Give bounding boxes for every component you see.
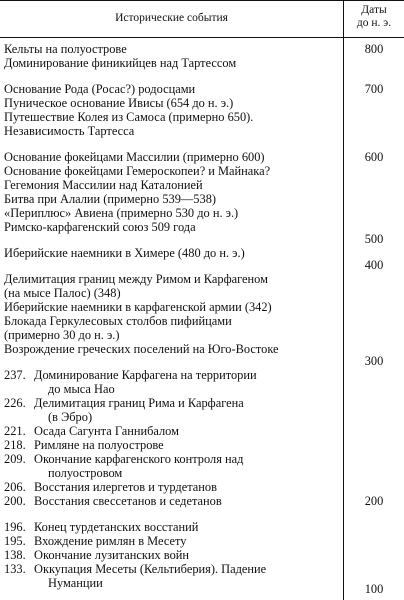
event-year: 196. [4, 520, 26, 534]
date-label: 200 [364, 494, 384, 508]
event-line: Независимость Тартесса [4, 124, 135, 138]
date-label: 700 [364, 82, 384, 96]
event-line: Иберийские наемники в Химере (480 до н. э.) [4, 246, 245, 260]
event-line: Путешествие Колея из Самоса (примерно 650). [4, 110, 254, 124]
event-line: Делимитация границ Рима и Карфагена [34, 396, 244, 410]
event-line: Восстания свессетанов и седетанов [34, 494, 222, 508]
event-line: (примерно 30 до н. э.) [4, 328, 120, 342]
event-line: Основание фокейцами Массилии (примерно 600) [4, 150, 265, 164]
event-year: 221. [4, 424, 26, 438]
event-line: Делимитация границ между Римом и Карфагеном [4, 272, 268, 286]
event-year: 226. [4, 396, 26, 410]
event-line: Доминирование Карфагена на территории [34, 368, 257, 382]
event-year: 218. [4, 438, 26, 452]
event-line: Нуманции [48, 576, 103, 590]
event-line: Окончание лузитанских войн [34, 548, 190, 562]
event-line: Доминирование финикийцев над Тартессом [4, 56, 237, 70]
event-line: «Периплюс» Авиена (примерно 530 до н. э.) [4, 206, 239, 220]
event-line: полуостровом [48, 466, 123, 480]
event-line: Конец турдетанских восстаний [34, 520, 199, 534]
date-label: 800 [364, 42, 384, 56]
event-line: Вхождение римлян в Месету [34, 534, 187, 548]
event-year: 237. [4, 368, 26, 382]
event-year: 206. [4, 480, 26, 494]
event-line: Кельты на полуострове [4, 42, 127, 56]
event-line: Основание Рода (Росас?) родосцами [4, 82, 196, 96]
event-line: Основание фокейцами Гемероскопеи? и Майнака? [4, 164, 271, 178]
event-line: (на мысе Палос) (348) [4, 286, 121, 300]
event-line: Возрождение греческих поселений на Юго-Востоке [4, 342, 279, 356]
date-label: 400 [364, 258, 384, 272]
event-line: Гегемония Массилии над Каталонией [4, 178, 203, 192]
event-line: Окончание карфагенского контроля над [34, 452, 244, 466]
event-year: 200. [4, 494, 26, 508]
event-line: Оккупация Месеты (Кельтиберия). Падение [34, 562, 267, 576]
date-label: 500 [364, 232, 384, 246]
event-line: Битва при Алалии (примерно 539—538) [4, 192, 217, 206]
event-year: 133. [4, 562, 26, 576]
dates-column-header: Даты [361, 4, 387, 16]
event-line: Пуническое основание Ивисы (654 до н. э.) [4, 96, 234, 110]
event-year: 209. [4, 452, 26, 466]
date-label: 300 [364, 354, 384, 368]
dates-column-header-sub: до н. э. [356, 17, 392, 29]
event-line: (в Эбро) [48, 410, 93, 424]
event-line: Римляне на полуострове [34, 438, 164, 452]
date-label: 600 [364, 150, 384, 164]
event-line: Блокада Геркулесовых столбов пифийцами [4, 314, 232, 328]
date-label: 100 [364, 582, 384, 596]
event-year: 195. [4, 534, 26, 548]
event-line: Восстания илергетов и турдетанов [34, 480, 217, 494]
event-line: Осада Сагунта Ганнибалом [34, 424, 179, 438]
event-line: Иберийские наемники в карфагенской армии (342) [4, 300, 272, 314]
event-line: Римско-карфагенский союз 509 года [4, 220, 196, 234]
event-year: 138. [4, 548, 26, 562]
event-line: до мыса Нао [48, 382, 115, 396]
events-column-header: Исторические события [115, 12, 228, 24]
